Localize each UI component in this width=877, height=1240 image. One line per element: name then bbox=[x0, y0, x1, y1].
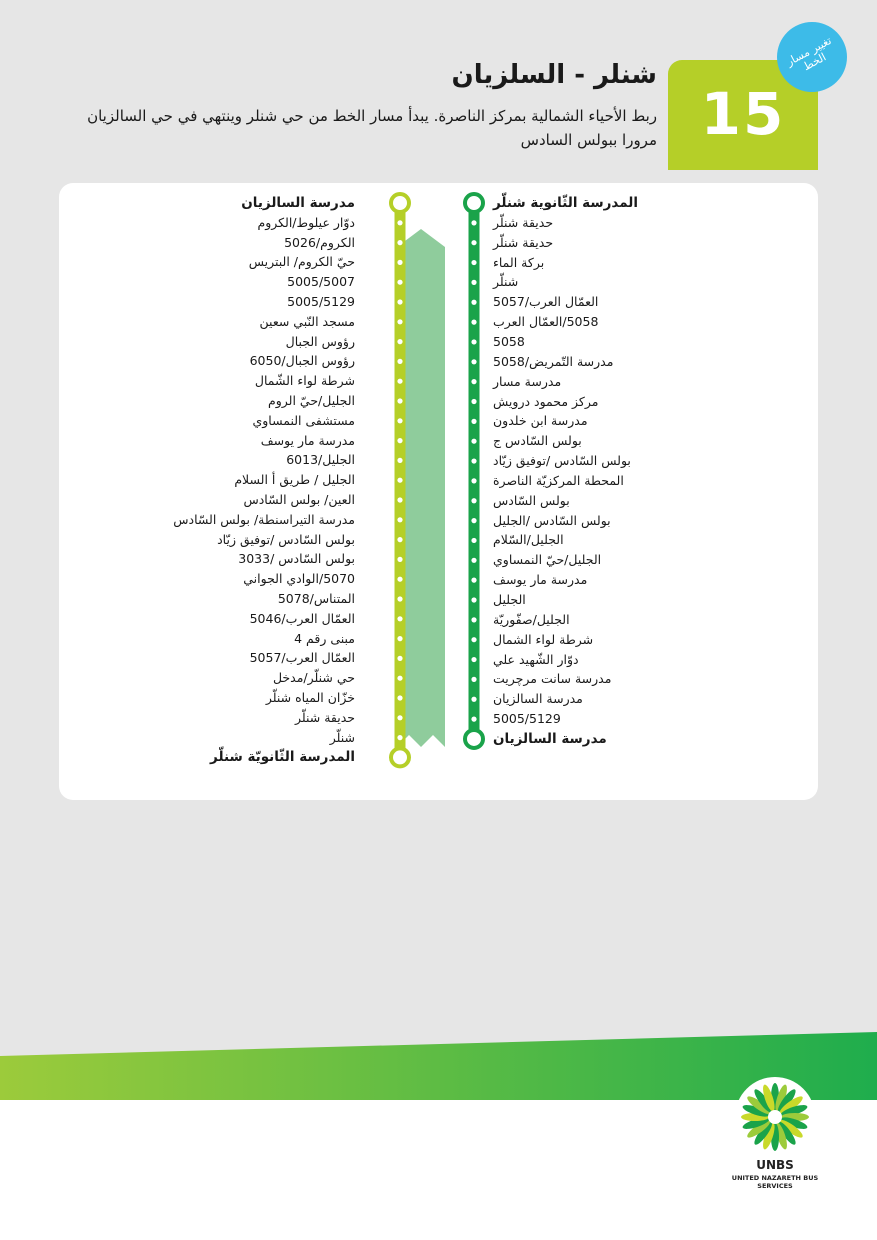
brand-name: UNBS bbox=[756, 1158, 794, 1172]
stop-dot bbox=[397, 557, 402, 562]
stop-dot bbox=[397, 379, 402, 384]
stop-item: شرطة لواء الشمال bbox=[493, 631, 594, 647]
stop-item: حديقة شنلّر bbox=[493, 214, 554, 230]
stop-dot bbox=[471, 280, 476, 285]
stop-item: الجليل bbox=[493, 592, 526, 607]
stop-dot bbox=[397, 715, 402, 720]
stop-item: بولس السّادس bbox=[493, 492, 570, 508]
stop-dot bbox=[471, 379, 476, 384]
stop-item: حديقة شنلّر bbox=[294, 709, 355, 725]
stop-item: مدرسة السالزيان bbox=[493, 691, 583, 707]
stop-item: بولس السّادس /توفيق زيّاد bbox=[217, 531, 355, 547]
stop-dot bbox=[471, 498, 476, 503]
stop-item: 5005/5129 bbox=[287, 294, 355, 309]
stop-dot bbox=[397, 517, 402, 522]
terminal-stop-marker bbox=[391, 748, 409, 766]
stops-card bbox=[59, 183, 818, 800]
stop-item: مسجد النّبي سعين bbox=[259, 313, 355, 329]
stop-item: مستشفى النمساوي bbox=[252, 412, 355, 428]
stop-item: مدرسة ابن خلدون bbox=[493, 413, 588, 429]
stop-dot bbox=[397, 299, 402, 304]
stop-item: مدرسة مار يوسف bbox=[260, 432, 355, 448]
stop-item: مدرسة التّمريض/5058 bbox=[493, 353, 614, 369]
stop-dot bbox=[471, 617, 476, 622]
stop-item: 5058 bbox=[493, 333, 525, 349]
stop-item: بولس السّادس /3033 bbox=[238, 551, 355, 567]
route-number: 15 bbox=[700, 80, 786, 148]
stop-item: العمّال العرب/5057 bbox=[249, 650, 355, 666]
stop-dot bbox=[397, 478, 402, 483]
terminal-stop: المدرسة الثّانويّة شنلّر bbox=[210, 749, 355, 766]
stop-dot bbox=[397, 537, 402, 542]
brand-full-name: UNITED NAZARETH BUS SERVICES bbox=[731, 1174, 819, 1190]
stop-dot bbox=[471, 597, 476, 602]
stop-dot bbox=[471, 558, 476, 563]
stop-item: الجليل/حيّ النمساوي bbox=[493, 552, 602, 568]
stop-dot bbox=[397, 497, 402, 502]
stop-dot bbox=[397, 418, 402, 423]
unbs-logo-icon bbox=[735, 1077, 815, 1157]
stop-item: العمّال العرب/5046 bbox=[249, 610, 355, 626]
stop-dot bbox=[471, 240, 476, 245]
stop-dot bbox=[471, 300, 476, 305]
stop-item: خزّان المياه شنلّر bbox=[265, 690, 355, 705]
stop-item: مدرسة مار يوسف bbox=[493, 572, 588, 588]
stop-item: دوّار عيلوط/الكروم bbox=[257, 214, 355, 230]
stop-dot bbox=[397, 656, 402, 661]
terminal-stop: مدرسة السالزيان bbox=[493, 730, 607, 747]
terminal-stop: المدرسة الثّانوية شنلّر bbox=[493, 195, 638, 211]
stop-dot bbox=[471, 677, 476, 682]
route-change-badge: تغيير مسار الخط bbox=[765, 10, 860, 105]
stop-item: العمّال العرب/5057 bbox=[493, 294, 599, 310]
stop-item: بولس السّادس ج bbox=[493, 433, 582, 449]
stop-item: المتناس/5078 bbox=[277, 591, 355, 606]
stop-dot bbox=[471, 478, 476, 483]
stop-dot bbox=[397, 438, 402, 443]
stop-dot bbox=[397, 596, 402, 601]
stop-item: بولس السّادس /الجليل bbox=[493, 512, 611, 528]
stop-item: حيّ الكروم/ البتريس bbox=[248, 254, 355, 270]
stop-item: مركز محمود درويش bbox=[493, 393, 599, 409]
stop-dot bbox=[397, 636, 402, 641]
stop-dot bbox=[397, 319, 402, 324]
stop-dot bbox=[397, 398, 402, 403]
stop-item: شنلّر bbox=[493, 274, 519, 290]
stop-dot bbox=[397, 695, 402, 700]
terminal-stop-marker bbox=[465, 730, 483, 748]
stop-item: حي شنلّر/مدخل bbox=[272, 670, 355, 686]
stop-dot bbox=[397, 280, 402, 285]
stop-item: حديقة شنلّر bbox=[493, 234, 554, 250]
stop-item: الجليل/السّلام bbox=[493, 532, 564, 548]
stop-dot bbox=[471, 717, 476, 722]
stop-item: مدرسة التيراسنطة/ بولس السّادس bbox=[173, 511, 355, 527]
stop-item: بركة الماء bbox=[493, 254, 545, 270]
stop-dot bbox=[471, 419, 476, 424]
stop-item: مبنى رقم 4 bbox=[294, 630, 355, 646]
route-line-diagram bbox=[59, 183, 818, 800]
stop-dot bbox=[397, 616, 402, 621]
stop-dot bbox=[397, 220, 402, 225]
stop-item: الجليل/صفّوريّة bbox=[493, 611, 570, 627]
stop-item: الجليل/6013 bbox=[286, 452, 355, 468]
stop-item: رؤوس الجبال bbox=[285, 333, 355, 349]
stop-item: 5005/5007 bbox=[287, 274, 355, 290]
stop-item: 5058/العمّال العرب bbox=[493, 314, 599, 330]
stop-dot bbox=[397, 735, 402, 740]
stop-item: شنلّر bbox=[329, 729, 355, 745]
stop-item: 5005/5129 bbox=[493, 711, 561, 727]
stop-dot bbox=[471, 320, 476, 325]
stop-dot bbox=[471, 220, 476, 225]
stop-item: 5070/الوادي الجواني bbox=[243, 571, 355, 587]
stop-item: مدرسة سانت مرچريت bbox=[493, 671, 612, 687]
stop-dot bbox=[397, 458, 402, 463]
terminal-stop-marker bbox=[465, 194, 483, 212]
stop-item: العين/ بولس السّادس bbox=[243, 492, 355, 507]
stop-dot bbox=[471, 359, 476, 364]
stop-dot bbox=[471, 637, 476, 642]
stop-item: دوّار الشّهيد علي bbox=[493, 651, 579, 667]
stop-item: الكروم/5026 bbox=[284, 234, 355, 250]
stop-dot bbox=[471, 578, 476, 583]
route-description: ربط الأحياء الشمالية بمركز الناصرة. يبدأ مسار الخط من حي شنلر وينتهي في حي السالزيان مرورا ببولس السادس bbox=[87, 107, 657, 149]
stop-dot bbox=[397, 359, 402, 364]
stop-dot bbox=[471, 439, 476, 444]
stop-dot bbox=[471, 538, 476, 543]
stop-dot bbox=[471, 657, 476, 662]
stop-dot bbox=[397, 676, 402, 681]
stop-item: رؤوس الجبال/6050 bbox=[249, 353, 355, 369]
stop-dot bbox=[471, 399, 476, 404]
stop-item: بولس السّادس /توفيق زيّاد bbox=[493, 453, 631, 469]
stop-dot bbox=[471, 518, 476, 523]
direction-a-line bbox=[465, 194, 483, 748]
stop-item: الجليل/حيّ الروم bbox=[267, 393, 355, 408]
stop-item: الجليل / طريق أ السلام bbox=[234, 472, 355, 488]
stop-dot bbox=[397, 260, 402, 265]
stop-dot bbox=[471, 458, 476, 463]
stop-item: مدرسة مسار bbox=[493, 373, 562, 389]
stop-dot bbox=[397, 339, 402, 344]
stop-item: شرطة لواء الشّمال bbox=[254, 373, 355, 389]
stop-dot bbox=[471, 339, 476, 344]
stop-dot bbox=[471, 697, 476, 702]
stop-dot bbox=[471, 260, 476, 265]
stop-item: المحطة المركزيّة الناصرة bbox=[493, 472, 624, 488]
terminal-stop: مدرسة السالزيان bbox=[241, 195, 355, 211]
route-title: شنلر - السلزيان bbox=[451, 60, 657, 90]
stop-dot bbox=[397, 577, 402, 582]
terminal-stop-marker bbox=[391, 194, 409, 212]
stop-dot bbox=[397, 240, 402, 245]
